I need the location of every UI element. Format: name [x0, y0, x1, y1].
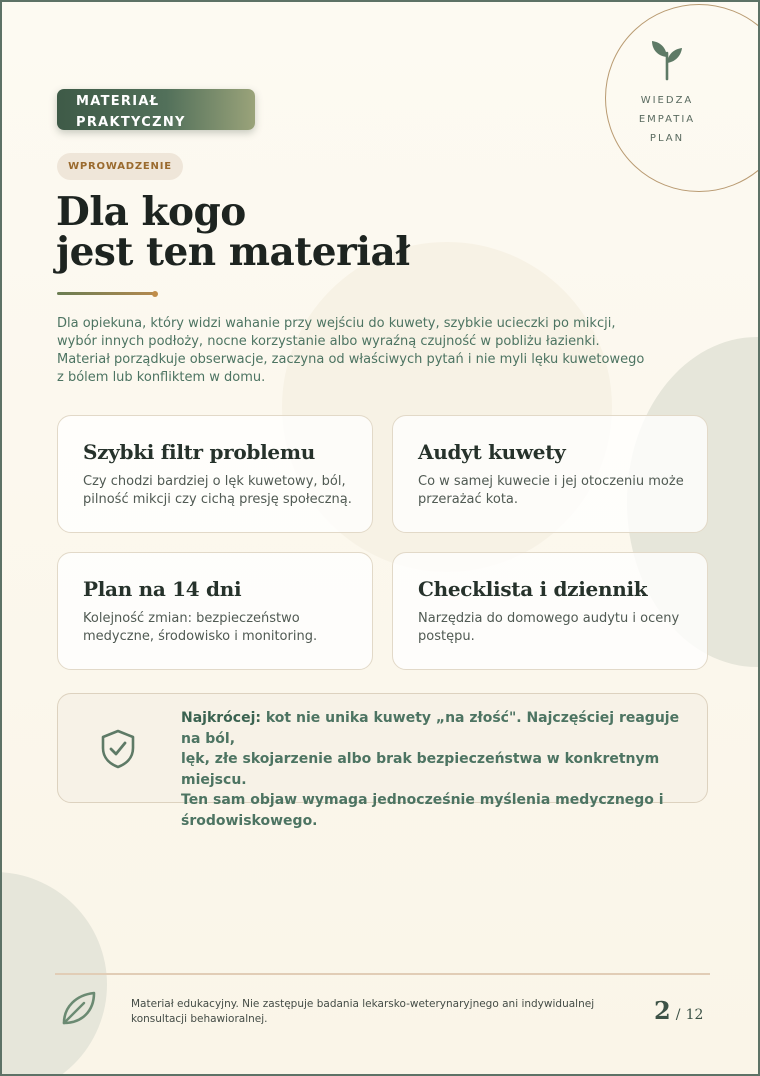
card-title: Audyt kuwety	[418, 440, 566, 464]
card-desc-line: Co w samej kuwecie i jej otoczeniu może	[418, 474, 684, 489]
summary-line: środowiskowego.	[181, 812, 318, 829]
card-description	[418, 610, 687, 646]
page-current: 2	[654, 996, 671, 1025]
card-title: Plan na 14 dni	[83, 577, 242, 601]
intro-line: wybór innych podłoży, nocne korzystanie albo wyraźną czujność w pobliżu łazienki.	[57, 334, 600, 349]
title-line: jest ten materiał	[56, 229, 410, 275]
page-separator: /	[675, 1007, 681, 1023]
card-description	[83, 610, 352, 646]
card-checklist-journal	[392, 552, 708, 670]
page-title	[56, 189, 556, 275]
badge-line: PRAKTYCZNY	[76, 115, 186, 130]
values-seal	[605, 4, 760, 192]
shield-check-icon	[99, 728, 137, 770]
title-underline	[57, 292, 154, 295]
section-tag: WPROWADZENIE	[57, 153, 183, 180]
card-desc-line: pilność mikcji czy cichą presję społeczną.	[83, 492, 352, 507]
card-desc-line: medyczne, środowisko i monitoring.	[83, 629, 318, 644]
page-total: 12	[685, 1007, 704, 1023]
summary-line: kot nie unika kuwety „na złość". Najczęściej reaguje na ból,	[181, 710, 680, 747]
summary-line: Ten sam objaw wymaga jednocześnie myślenia medycznego i	[181, 792, 664, 808]
material-badge	[57, 89, 255, 130]
footer-divider	[55, 973, 710, 975]
card-desc-line: Narzędzia do domowego audytu i oceny	[418, 611, 680, 626]
card-desc-line: przerażać kota.	[418, 492, 519, 507]
summary-text	[181, 708, 681, 831]
sprout-icon	[648, 39, 686, 81]
summary-line: lęk, złe skojarzenie albo brak bezpieczeństwa w konkretnym miejscu.	[181, 751, 660, 788]
card-title: Szybki filtr problemu	[83, 440, 315, 464]
intro-paragraph	[57, 315, 657, 387]
disclaimer-line: konsultacji behawioralnej.	[131, 1012, 268, 1025]
leaf-icon	[58, 989, 98, 1029]
card-description	[83, 473, 352, 509]
seal-word: WIEDZA	[640, 95, 694, 106]
card-description	[418, 473, 687, 509]
intro-line: Materiał porządkuje obserwacje, zaczyna od właściwych pytań i nie myli lęku kuwetowego	[57, 352, 645, 367]
card-litter-audit	[392, 415, 708, 533]
card-desc-line: postępu.	[418, 629, 475, 644]
card-title: Checklista i dziennik	[418, 577, 648, 601]
card-14-day-plan	[57, 552, 373, 670]
intro-line: z bólem lub konfliktem w domu.	[57, 370, 266, 385]
title-underline-dot	[152, 291, 158, 297]
title-line: Dla kogo	[56, 189, 246, 235]
summary-callout	[57, 693, 708, 829]
card-desc-line: Czy chodzi bardziej o lęk kuwetowy, ból,	[83, 474, 346, 489]
footer-disclaimer	[131, 997, 601, 1026]
card-desc-line: Kolejność zmian: bezpieczeństwo	[83, 611, 300, 626]
disclaimer-line: Materiał edukacyjny. Nie zastępuje badania lekarsko-weterynaryjnego ani indywidualnej	[131, 998, 595, 1010]
intro-line: Dla opiekuna, który widzi wahanie przy wejściu do kuwety, szybkie ucieczki po mikcji,	[57, 316, 616, 331]
seal-word: PLAN	[649, 133, 685, 144]
summary-lead: Najkrócej:	[181, 710, 261, 726]
seal-word: EMPATIA	[638, 114, 696, 125]
card-quick-filter	[57, 415, 373, 533]
page-number	[654, 996, 724, 1025]
badge-line: MATERIAŁ	[76, 94, 160, 109]
